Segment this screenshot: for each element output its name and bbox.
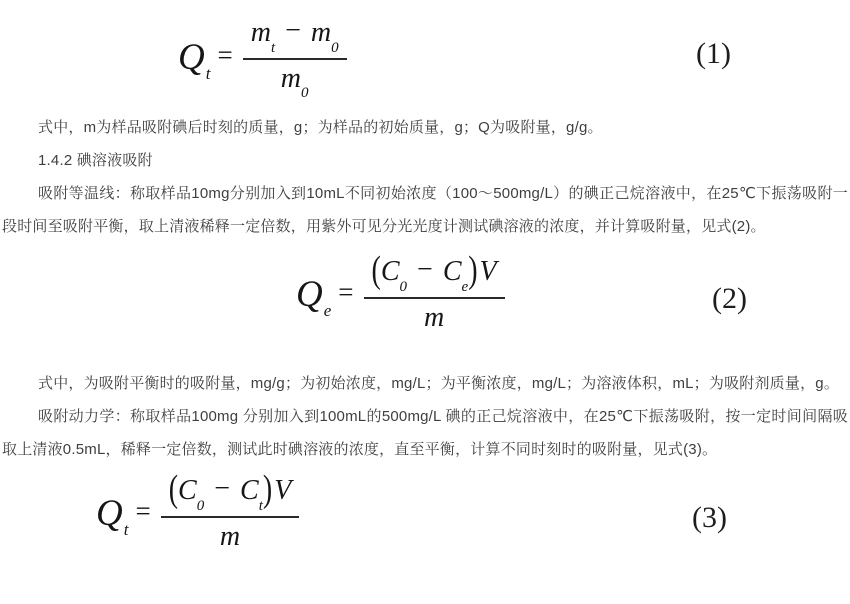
equation-3-row: [0, 468, 850, 567]
math-subscript: 0: [196, 497, 205, 514]
equation-2-lhs: [296, 273, 332, 321]
math-symbol: m: [219, 520, 241, 552]
equals-sign: =: [135, 496, 151, 527]
math-symbol: V: [479, 256, 497, 287]
equation-2-symbol-sub: e: [323, 301, 332, 321]
equation-3-denominator: [220, 518, 240, 553]
equation-1-denominator: [280, 60, 309, 102]
math-symbol: C: [380, 256, 400, 287]
equals-sign: =: [338, 277, 354, 308]
math-symbol: C: [240, 475, 259, 506]
left-paren: (: [371, 249, 381, 292]
kinetics-paragraph: 吸附动力学：称取样品100mg 分别加入到100mL的500mg/L 碘的正己烷溶液中，在25℃下振荡吸附，按一定时间间隔吸取上清液0.5mL，稀释一定倍数，测试此时碘溶液的浓度，直至平衡，计算不同时刻时的吸附量，见式(3)。: [2, 408, 848, 458]
math-subscript: e: [461, 278, 469, 295]
equation-1-numerator: [243, 17, 347, 60]
equation-3-number: (3): [692, 501, 727, 534]
equation-2-denominator: [424, 299, 444, 334]
equation-2-row: [0, 249, 850, 350]
math-symbol: m: [310, 17, 332, 48]
math-subscript: t: [258, 497, 263, 514]
equation-1-lhs: [178, 36, 211, 84]
math-symbol: m: [250, 17, 271, 48]
math-subscript: 0: [301, 85, 309, 102]
equation-1: [178, 15, 347, 102]
equation-1-row: [0, 13, 850, 111]
document-page: [0, 13, 850, 604]
equation-3-fraction: [161, 468, 300, 553]
section-heading-1-4-2: 1.4.2 碘溶液吸附: [38, 152, 153, 169]
isotherm-paragraph: 吸附等温线：称取样品10mg分别加入到10mL不同初始浓度（100～500mg/L）的碘正己烷溶液中，在25℃下振荡吸附一段时间至吸附平衡，取上清液稀释一定倍数，用紫外可见分光光度计测试碘溶液的浓度，并计算吸附量，见式(2)。: [2, 185, 848, 235]
minus-sign: −: [214, 473, 231, 504]
equation-1-symbol: Q: [178, 37, 205, 79]
equation-2-symbol: Q: [296, 274, 323, 316]
math-subscript: 0: [331, 39, 339, 56]
equation-2-note: 式中，为吸附平衡时的吸附量，mg/g；为初始浓度，mg/L；为平衡浓度，mg/L；为溶液体积，mL；为吸附剂质量，g。: [38, 375, 840, 392]
math-subscript: t: [270, 39, 276, 56]
equation-1-note: 式中，m为样品吸附碘后时刻的质量，g；为样品的初始质量，g；Q为吸附量，g/g。: [38, 119, 603, 136]
equation-3-symbol: Q: [96, 493, 123, 535]
equation-3: [96, 468, 299, 553]
math-symbol: C: [442, 256, 462, 287]
equation-3-symbol-sub: t: [123, 520, 129, 540]
equation-1-symbol-sub: t: [205, 64, 211, 84]
math-symbol: C: [178, 475, 197, 506]
math-symbol: V: [274, 475, 292, 506]
minus-sign: −: [285, 15, 301, 46]
right-paren: ): [262, 468, 273, 511]
minus-sign: −: [417, 254, 433, 285]
equation-1-fraction: [243, 15, 347, 102]
equation-1-number: (1): [696, 37, 731, 70]
math-subscript: 0: [399, 278, 408, 295]
math-symbol: m: [280, 62, 302, 94]
left-paren: (: [168, 468, 179, 511]
equals-sign: =: [217, 40, 233, 71]
math-symbol: m: [423, 301, 445, 333]
equation-2-numerator: [364, 249, 505, 299]
equation-2: [296, 249, 505, 334]
equation-3-lhs: [96, 492, 129, 540]
equation-3-numerator: [161, 468, 300, 518]
equation-2-fraction: [364, 249, 505, 334]
equation-2-number: (2): [712, 282, 747, 315]
right-paren: ): [468, 249, 478, 292]
